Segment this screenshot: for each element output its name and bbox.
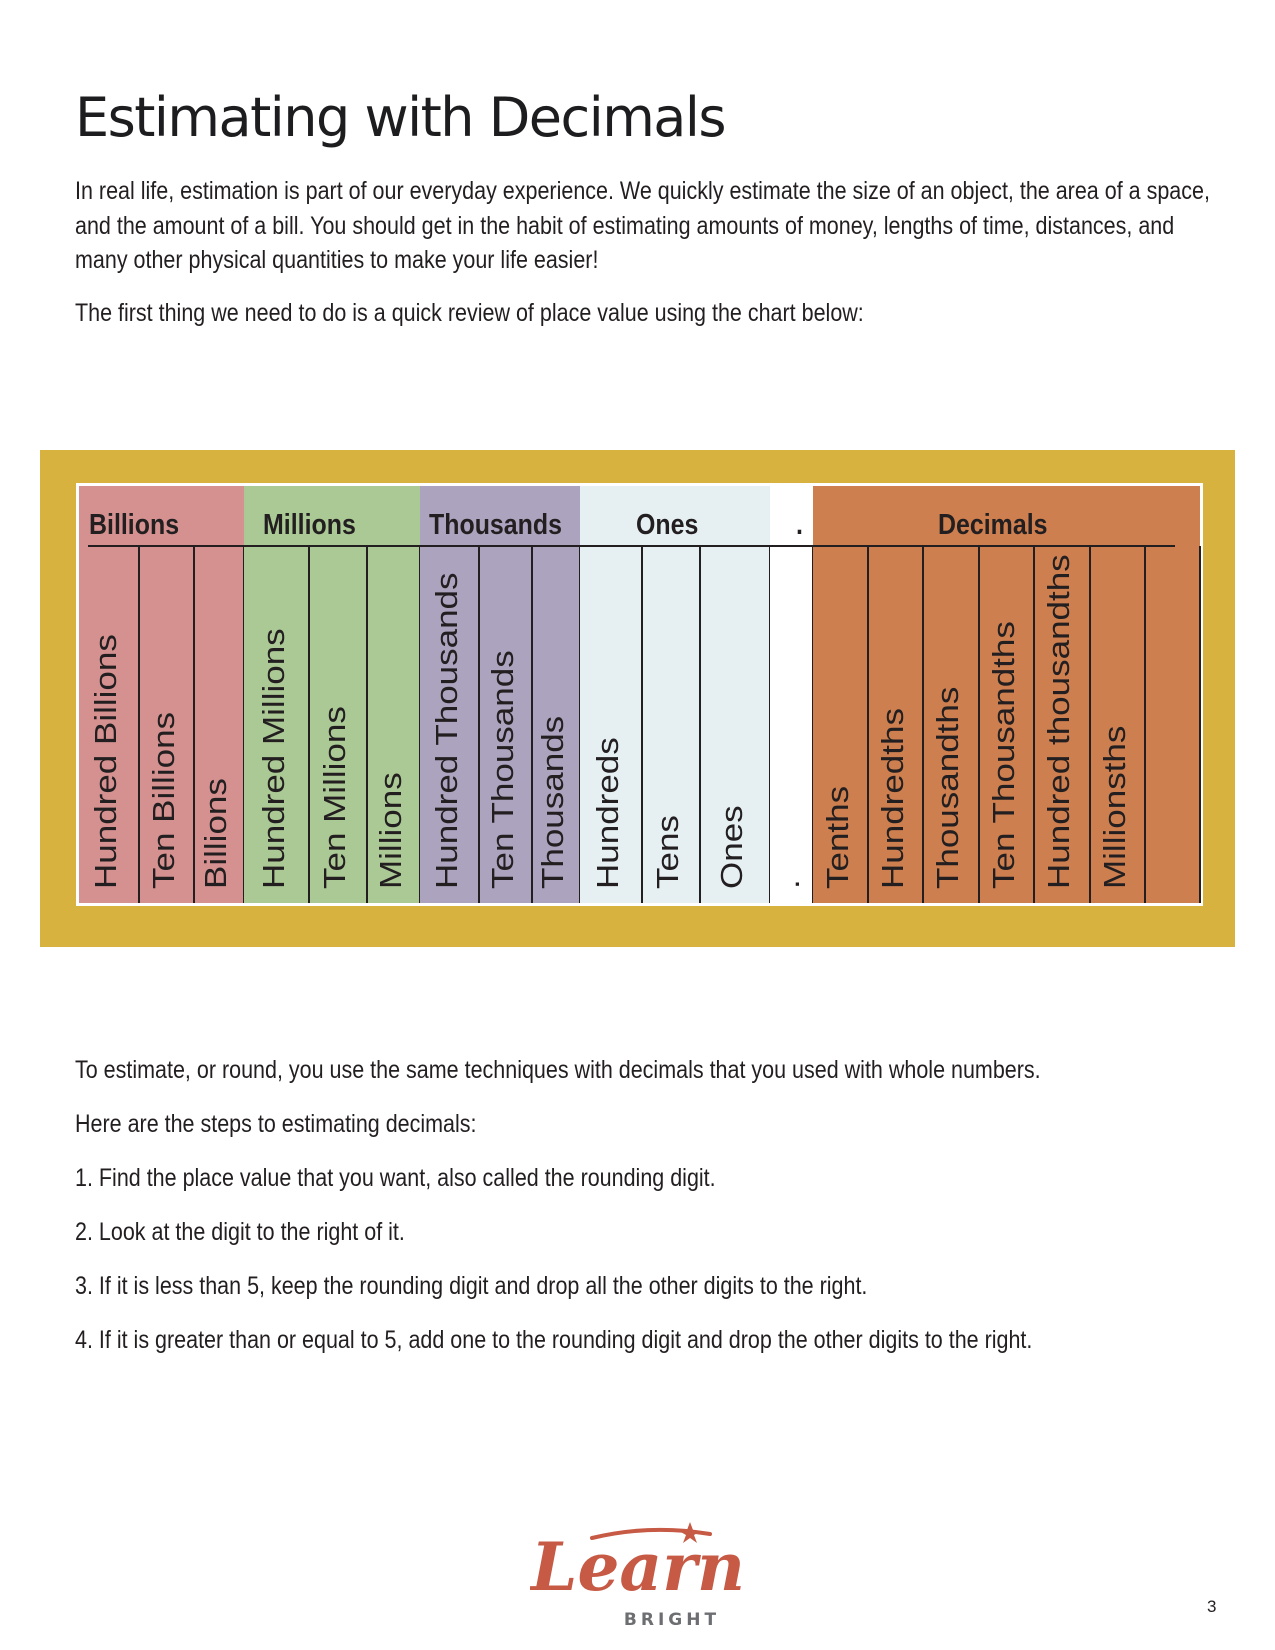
group-label-ones: Ones <box>636 509 699 541</box>
place-value-chart <box>40 450 1235 947</box>
step-4: 4. If it is greater than or equal to 5, add one to the rounding digit and drop the other digits to the right. <box>75 1326 1033 1354</box>
column-divider <box>193 546 195 903</box>
page-title: Estimating with Decimals <box>75 86 726 149</box>
column-divider <box>531 546 533 903</box>
column-divider <box>867 546 869 903</box>
page-number: 3 <box>1207 1597 1217 1616</box>
column-label-hundred-thousands: Hundred Thousands <box>429 572 464 889</box>
group-label-decimal-point: . <box>796 509 803 541</box>
column-label-decimal-point: . <box>771 879 806 889</box>
column-label-hundreds: Hundreds <box>591 737 625 889</box>
column-label-hundredths: Hundredths <box>875 708 910 889</box>
column-label-tens: Tens <box>651 815 685 889</box>
column-label-thousandths: Thousandths <box>931 686 965 889</box>
column-label-millionsths: Millionsths <box>1097 725 1132 889</box>
column-label-millions: Millions <box>373 772 408 889</box>
band-decimal-point <box>770 486 813 903</box>
place-value-chart-body <box>76 483 1203 906</box>
group-label-decimals: Decimals <box>938 509 1048 541</box>
column-divider <box>978 546 980 903</box>
column-divider <box>641 546 643 903</box>
group-label-thousands: Thousands <box>429 509 563 541</box>
learn-bright-logo <box>530 1520 750 1630</box>
column-divider <box>1033 546 1035 903</box>
column-divider <box>138 546 140 903</box>
column-label-billions: Billions <box>199 778 233 889</box>
intro-paragraph: In real life, estimation is part of our everyday experience. We quickly estimate the size of an object, the area of a space, and the amount of a bill. You should get in the habit of estimating amounts of money, lengths of time, distances, and many other physical quantities to make your life easier! <box>75 177 1210 274</box>
chart-intro-paragraph: The first thing we need to do is a quick review of place value using the chart below: <box>75 299 864 327</box>
column-divider <box>922 546 924 903</box>
header-rule <box>88 545 1175 547</box>
group-label-billions: Billions <box>89 509 180 541</box>
column-label-ten-billions: Ten Billions <box>146 711 181 889</box>
column-divider <box>1089 546 1091 903</box>
column-label-hundred-millions: Hundred Millions <box>256 628 291 889</box>
column-divider <box>478 546 480 903</box>
column-label-ones: Ones <box>715 805 749 889</box>
column-divider <box>308 546 310 903</box>
column-label-tenths: Tenths <box>820 785 855 889</box>
step-3: 3. If it is less than 5, keep the rounding digit and drop all the other digits to the right. <box>75 1272 868 1300</box>
column-divider <box>366 546 368 903</box>
steps-heading: Here are the steps to estimating decimals: <box>75 1110 477 1138</box>
column-label-hundred-thousandths: Hundred thousandths <box>1042 554 1076 889</box>
column-label-ten-thousands: Ten Thousands <box>485 650 520 889</box>
column-divider <box>1199 546 1201 903</box>
column-label-ten-thousandths: Ten Thousandths <box>986 621 1021 889</box>
step-1: 1. Find the place value that you want, also called the rounding digit. <box>75 1164 716 1192</box>
column-divider <box>699 546 701 903</box>
step-2: 2. Look at the digit to the right of it. <box>75 1218 405 1246</box>
estimate-paragraph: To estimate, or round, you use the same techniques with decimals that you used with whole numbers. <box>75 1056 1041 1084</box>
column-label-hundred-billions: Hundred Billions <box>89 634 123 889</box>
column-label-ten-millions: Ten Millions <box>318 706 352 889</box>
logo-word: Learn <box>531 1528 745 1606</box>
group-label-millions: Millions <box>263 509 356 541</box>
column-label-thousands: Thousands <box>536 715 570 889</box>
column-divider <box>1144 546 1146 903</box>
logo-sub: BRIGHT <box>623 1610 721 1630</box>
